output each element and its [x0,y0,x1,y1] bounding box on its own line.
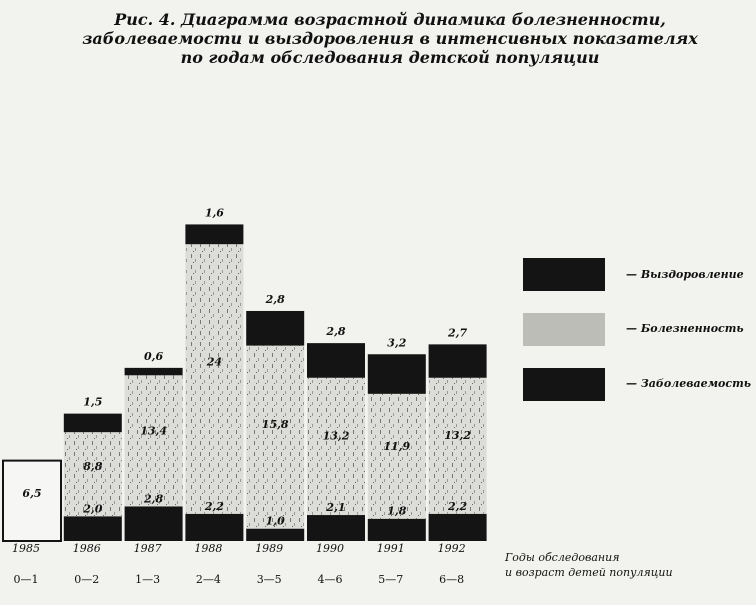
label-prevalence-1986: 8,8 [83,460,103,474]
label-incidence-1986: 2,0 [83,502,103,516]
label-prevalence-1987: 13,4 [140,424,167,438]
bar-recovery-1988 [185,224,243,244]
bar-prevalence-1992 [429,378,487,514]
bar-incidence-1988 [185,514,243,541]
label-prevalence-1988: 24 [206,355,223,369]
tick-age-1986: 0—2 [74,573,100,586]
label-incidence-1990: 2,1 [326,501,346,515]
tick-age-1992: 6—8 [439,573,465,586]
legend-swatch-prevalence [523,313,605,346]
x-axis-title-line-1: Годы обследования [505,551,620,564]
tick-age-1985: 0—1 [13,573,39,586]
bar-recovery-1992 [429,344,487,377]
bar-prevalence-1985 [3,461,61,541]
title-line-3: по годам обследования детской популяции [180,48,600,67]
legend-label-incidence: — Заболеваемость [626,377,751,390]
label-recovery-1990: 2,8 [326,325,346,339]
title-line-2: заболеваемости и выздоровления в интенсивных показателях [82,29,698,48]
label-recovery-1991: 3,2 [387,336,407,350]
bar-recovery-1986 [64,414,122,433]
label-prevalence-1992: 13,2 [444,428,471,442]
label-incidence-1987: 2,8 [144,492,164,506]
bar-prevalence-1991 [368,394,426,519]
bar-recovery-1987 [125,368,183,375]
bar-prevalence-1990 [307,378,365,515]
bar-recovery-1991 [368,354,426,394]
bar-prevalence-1987 [125,375,183,506]
tick-year-1988: 1988 [194,542,223,555]
label-recovery-1987: 0,6 [144,349,164,363]
label-incidence-1992: 2,2 [448,499,468,513]
bar-incidence-1989 [246,529,304,541]
legend-swatch-incidence [523,368,605,401]
bar-incidence-1986 [64,516,122,541]
tick-year-1985: 1985 [12,542,40,555]
tick-age-1988: 2—4 [195,573,221,586]
bar-prevalence-1989 [246,346,304,529]
bar-recovery-1989 [246,311,304,346]
tick-year-1990: 1990 [316,542,344,555]
bar-recovery-1990 [307,343,365,378]
label-prevalence-1991: 11,9 [383,440,411,454]
tick-year-1986: 1986 [72,542,101,555]
x-axis-title [505,550,673,580]
tick-year-1989: 1989 [255,542,284,555]
bar-incidence-1987 [125,506,183,541]
label-recovery-1989: 2,8 [265,292,285,306]
bar-prevalence-1988 [185,244,243,514]
label-prevalence-1990: 13,2 [322,429,350,443]
label-recovery-1992: 2,7 [448,326,468,340]
legend-label-prevalence: — Болезненность [626,322,744,335]
label-prevalence-1985: 6,5 [22,486,42,500]
label-incidence-1988: 2,2 [204,499,224,513]
tick-age-1990: 4—6 [317,573,343,586]
x-axis-title-line-2: и возраст детей популяции [505,566,673,579]
tick-age-1991: 5—7 [378,573,404,586]
tick-age-1989: 3—5 [256,573,282,586]
label-recovery-1988: 1,6 [204,206,224,220]
label-incidence-1989: 1,0 [265,514,285,528]
tick-year-1987: 1987 [133,542,162,555]
legend-label-recovery: — Выздоровление [626,268,744,281]
legend-swatch-recovery [523,258,605,291]
label-incidence-1991: 1,8 [387,504,407,518]
label-recovery-1986: 1,5 [83,395,103,409]
label-prevalence-1989: 15,8 [261,417,289,431]
title-line-1: Рис. 4. Диаграмма возрастной динамика болезненности, [114,10,666,29]
tick-age-1987: 1—3 [135,573,161,586]
bar-incidence-1990 [307,515,365,541]
bar-incidence-1991 [368,519,426,541]
bar-incidence-1992 [429,514,487,541]
tick-year-1991: 1991 [376,542,405,555]
tick-year-1992: 1992 [437,542,466,555]
